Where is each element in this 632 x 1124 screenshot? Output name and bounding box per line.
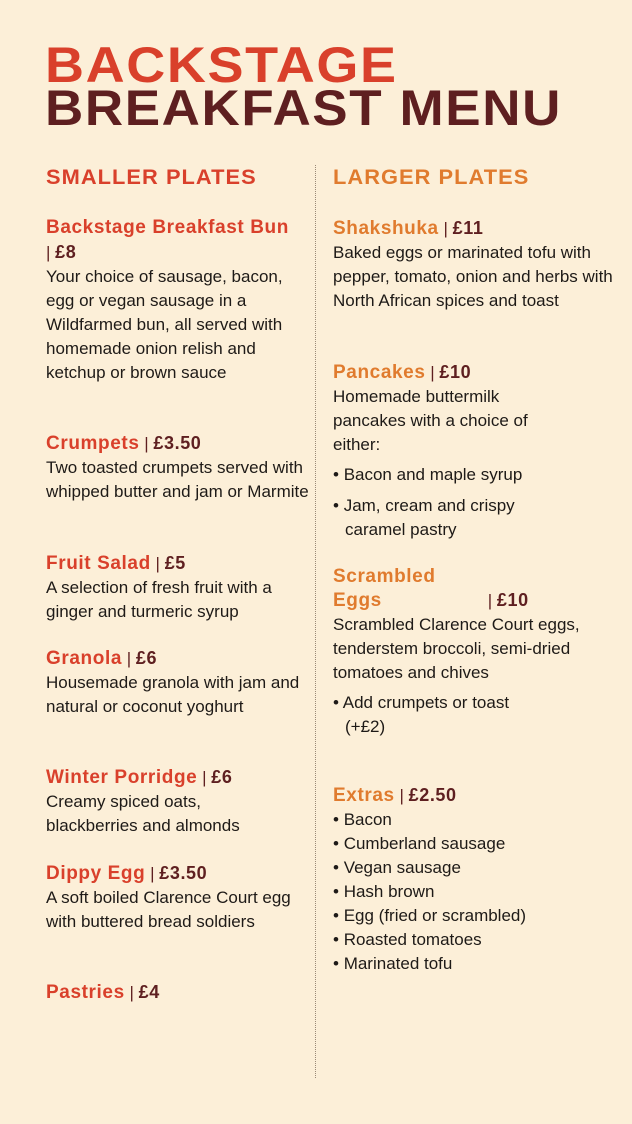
- separator: |: [144, 434, 149, 453]
- item-name: Pancakes: [333, 362, 426, 383]
- extra-option: • Bacon: [333, 808, 618, 832]
- separator: |: [129, 983, 134, 1002]
- separator: |: [46, 243, 51, 262]
- options-list: [333, 463, 548, 542]
- extra-option: • Hash brown: [333, 880, 618, 904]
- extra-option: • Vegan sausage: [333, 856, 618, 880]
- menu-item: [46, 551, 316, 624]
- smaller-plates-heading: SMALLER PLATES: [46, 166, 257, 189]
- item-description: Two toasted crumpets served with whipped butter and jam or Marmite: [46, 458, 309, 501]
- separator: |: [126, 649, 132, 668]
- addon-price: (+£2): [345, 717, 386, 736]
- menu-item: [333, 565, 593, 739]
- menu-item: [46, 216, 296, 385]
- item-price: £2.50: [408, 785, 457, 805]
- option: [333, 691, 593, 739]
- item-description: Your choice of sausage, bacon, egg or vegan sausage in a Wildfarmed bun, all served with homemade onion relish and ketchup or brown sauce: [46, 267, 283, 382]
- title-line-1: BACKSTAGE: [45, 37, 398, 93]
- extra-option: • Cumberland sausage: [333, 832, 618, 856]
- menu-item: [46, 765, 276, 838]
- item-price: £6: [211, 767, 233, 787]
- separator: |: [443, 219, 448, 238]
- option: • Jam, cream and crispy caramel pastry: [333, 494, 545, 542]
- item-description: A selection of fresh fruit with a ginger and turmeric syrup: [46, 578, 272, 621]
- extra-option: • Roasted tomatoes: [333, 928, 618, 952]
- separator: |: [430, 363, 435, 382]
- menu-item: [333, 783, 618, 976]
- title-line-2: BREAKFAST MENU: [45, 80, 562, 136]
- separator: |: [155, 554, 160, 573]
- menu-item: [333, 216, 618, 313]
- item-name: Backstage Breakfast Bun: [46, 217, 289, 238]
- item-name: Winter Porridge: [46, 767, 198, 788]
- menu-item: [46, 980, 316, 1005]
- item-price: £10: [439, 362, 472, 382]
- option-text: Add crumpets or toast: [342, 693, 510, 712]
- item-description: Homemade buttermilk pancakes with a choice of either:: [333, 387, 528, 454]
- item-name: Fruit Salad: [46, 553, 151, 574]
- options-list: [333, 691, 593, 739]
- separator: |: [487, 591, 493, 610]
- item-description: Scrambled Clarence Court eggs, tenderstem broccoli, semi-dried tomatoes and chives: [333, 615, 580, 682]
- item-description: Baked eggs or marinated tofu with pepper, tomato, onion and herbs with North African spices and toast: [333, 243, 613, 310]
- separator: |: [202, 768, 207, 787]
- larger-plates-heading: LARGER PLATES: [333, 166, 530, 189]
- item-price: £4: [138, 982, 160, 1002]
- menu-item: [46, 431, 316, 504]
- extra-option: • Egg (fried or scrambled): [333, 904, 618, 928]
- item-price: £11: [452, 218, 484, 238]
- menu-item: [46, 646, 301, 719]
- item-price: £10: [496, 590, 529, 610]
- extras-list: [333, 808, 618, 976]
- item-price: £8: [55, 242, 77, 262]
- extra-option: • Marinated tofu: [333, 952, 618, 976]
- item-name: Scrambled Eggs: [333, 566, 436, 611]
- menu-item: [46, 861, 301, 934]
- item-description: A soft boiled Clarence Court egg with buttered bread soldiers: [46, 888, 291, 931]
- item-price: £3.50: [153, 433, 202, 453]
- item-name: Crumpets: [46, 433, 140, 454]
- item-name: Dippy Egg: [46, 863, 146, 884]
- separator: |: [150, 864, 155, 883]
- item-name: Extras: [333, 785, 395, 806]
- item-name: Pastries: [46, 982, 125, 1003]
- item-name: Granola: [46, 648, 122, 669]
- item-price: £6: [135, 648, 158, 668]
- item-description: Creamy spiced oats, blackberries and almonds: [46, 792, 240, 835]
- item-price: £3.50: [159, 863, 208, 883]
- option: • Bacon and maple syrup: [333, 463, 548, 487]
- item-price: £5: [164, 553, 186, 573]
- item-description: Housemade granola with jam and natural or coconut yoghurt: [46, 673, 300, 716]
- item-name: Shakshuka: [333, 218, 439, 239]
- separator: |: [399, 786, 404, 805]
- menu-item: [333, 360, 548, 542]
